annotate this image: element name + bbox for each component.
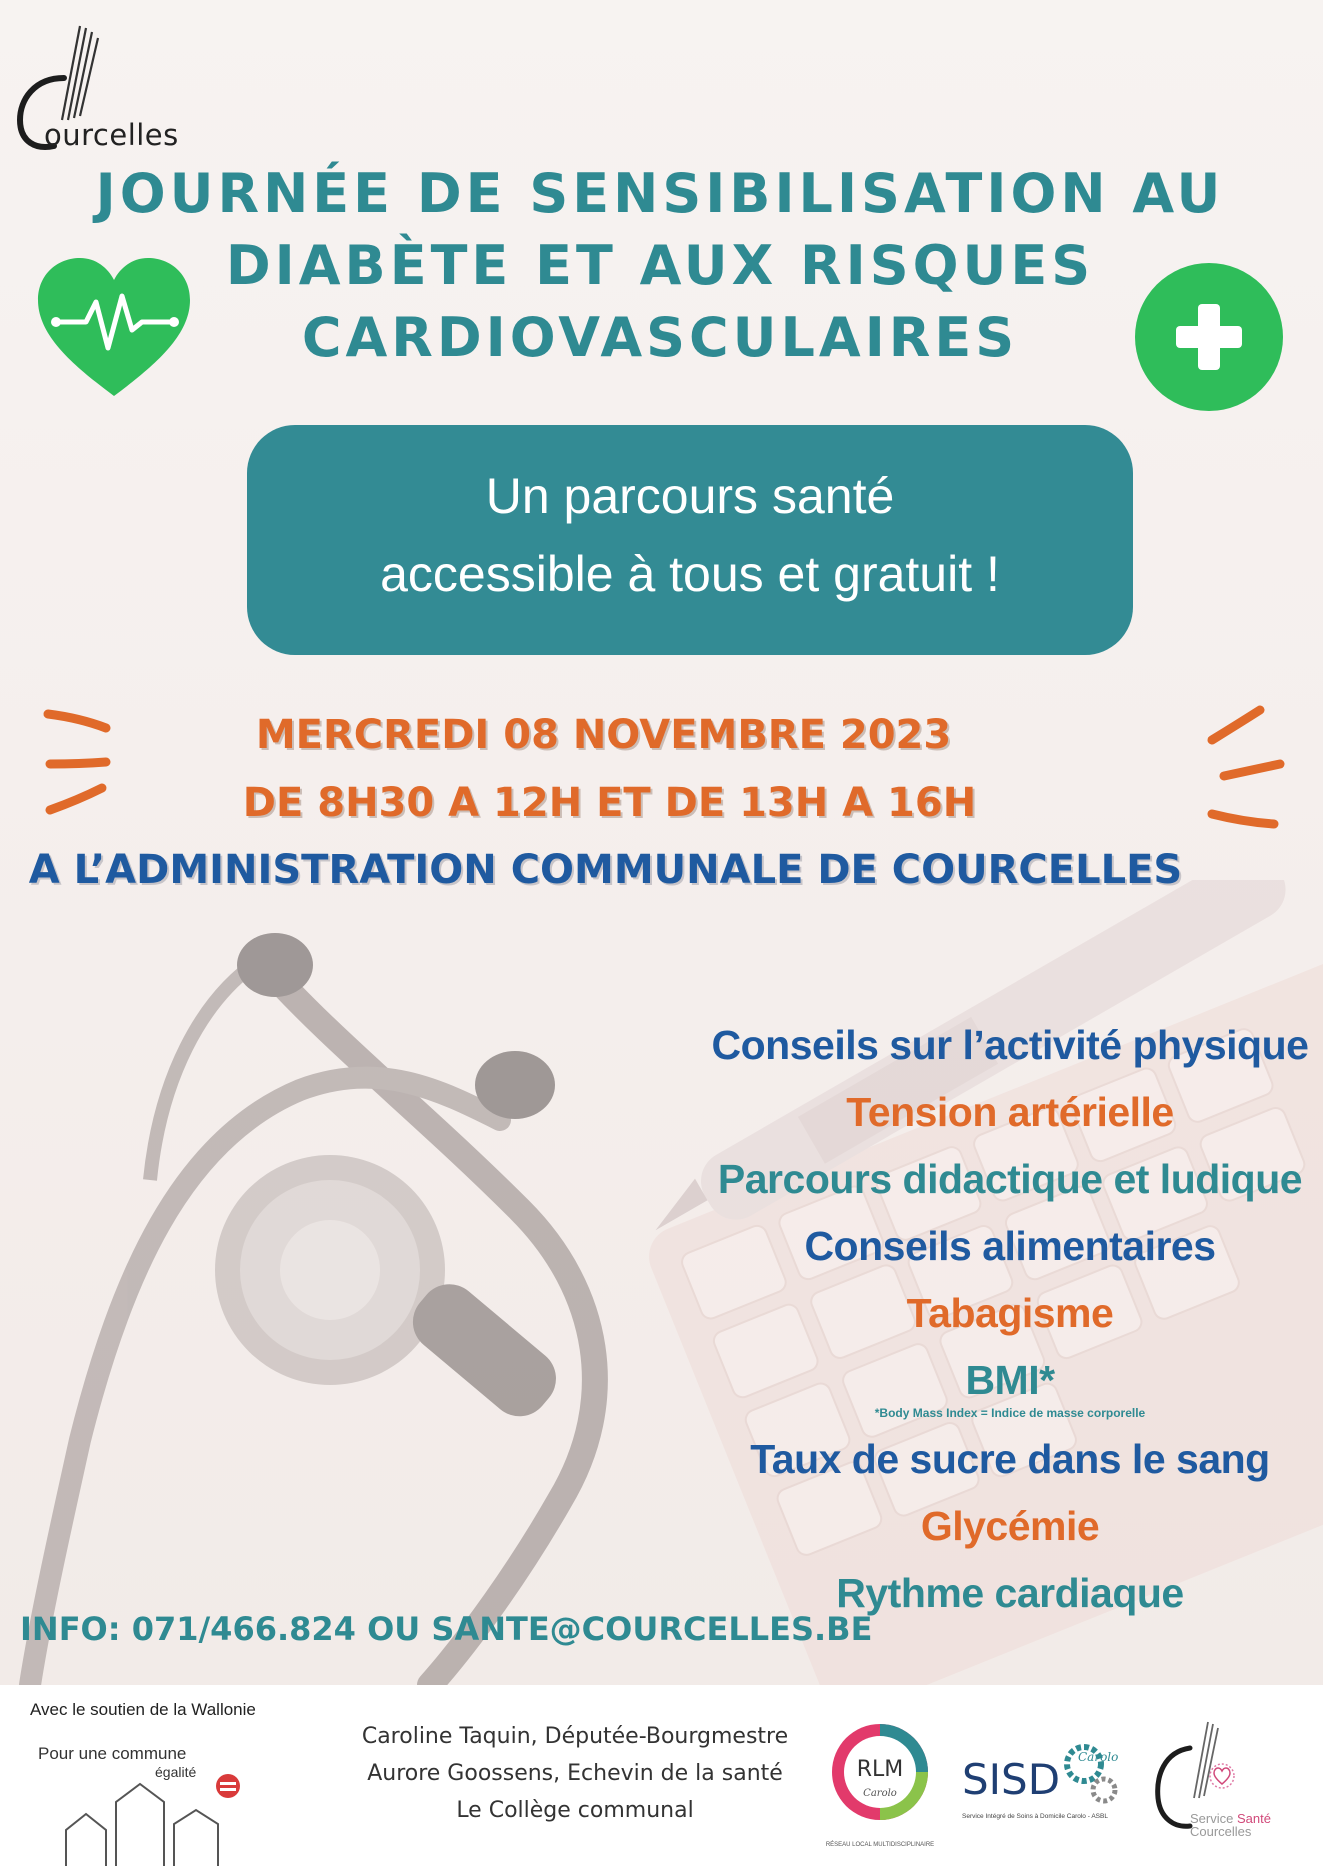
event-venue: A L’ADMINISTRATION COMMUNALE DE COURCELLES: [28, 847, 1183, 893]
egalite-logo-houses: [60, 1768, 240, 1868]
service-town: Courcelles: [1190, 1824, 1252, 1839]
activity-item: Conseils alimentaires: [804, 1223, 1216, 1269]
tagline-line-1: Un parcours santé: [485, 468, 895, 524]
contact-info: INFO: 071/466.824 OU SANTE@COURCELLES.BE: [20, 1610, 873, 1648]
service-word: Service: [1190, 1811, 1234, 1826]
activity-item: Parcours didactique et ludique: [717, 1156, 1303, 1202]
activity-item: Glycémie: [920, 1503, 1100, 1549]
logo-wordmark: ourcelles: [44, 118, 179, 152]
event-hours: DE 8H30 A 12H ET DE 13H A 16H: [242, 780, 977, 826]
service-sante-text: [1190, 1812, 1271, 1838]
tagline-banner: [247, 425, 1133, 655]
bmi-footnote: *Body Mass Index = Indice de masse corporelle: [874, 1406, 1146, 1420]
sante-word: Santé: [1236, 1811, 1271, 1826]
tagline-line-2: accessible à tous et gratuit !: [380, 546, 1000, 602]
sisd-carolo-logo: [958, 1728, 1118, 1838]
title-line-2: DIABÈTE ET AUX RISQUES: [225, 234, 1095, 297]
activity-item: Taux de sucre dans le sang: [750, 1436, 1270, 1482]
sisd-logo-caption: Service Intégré de Soins à Domicile Carolo - ASBL: [962, 1813, 1108, 1820]
credit-line: Aurore Goossens, Echevin de la santé: [367, 1761, 783, 1786]
rlm-carolo-logo: [826, 1718, 934, 1853]
activity-list: [700, 1012, 1320, 1627]
credit-line: Le Collège communal: [456, 1798, 694, 1823]
page-title: [60, 158, 1260, 374]
title-line-1: JOURNÉE DE SENSIBILISATION AU: [95, 162, 1225, 225]
sisd-logo-subtext: Carolo: [1078, 1750, 1118, 1764]
title-line-3: CARDIOVASCULAIRES: [301, 306, 1019, 369]
support-label: Avec le soutien de la Wallonie: [30, 1700, 256, 1719]
activity-item: Rythme cardiaque: [836, 1570, 1184, 1616]
activity-item: Conseils sur l’activité physique: [711, 1022, 1309, 1068]
credits: [340, 1718, 810, 1829]
egalite-logo-subtext: égalité: [155, 1764, 197, 1780]
activity-item: BMI*: [965, 1357, 1055, 1403]
rlm-logo-caption: RÉSEAU LOCAL MULTIDISCIPLINAIRE: [826, 1842, 934, 1848]
rlm-logo-subtext: Carolo: [863, 1788, 897, 1799]
activity-item: Tension artérielle: [846, 1089, 1174, 1135]
sisd-logo-text: SISD: [962, 1755, 1061, 1804]
credit-line: Caroline Taquin, Députée-Bourgmestre: [361, 1724, 789, 1749]
rlm-logo-text: RLM: [856, 1757, 904, 1782]
activity-item: Tabagisme: [906, 1290, 1114, 1336]
event-date: MERCREDI 08 NOVEMBRE 2023: [255, 712, 952, 758]
egalite-logo-text: Pour une commune: [38, 1744, 187, 1763]
